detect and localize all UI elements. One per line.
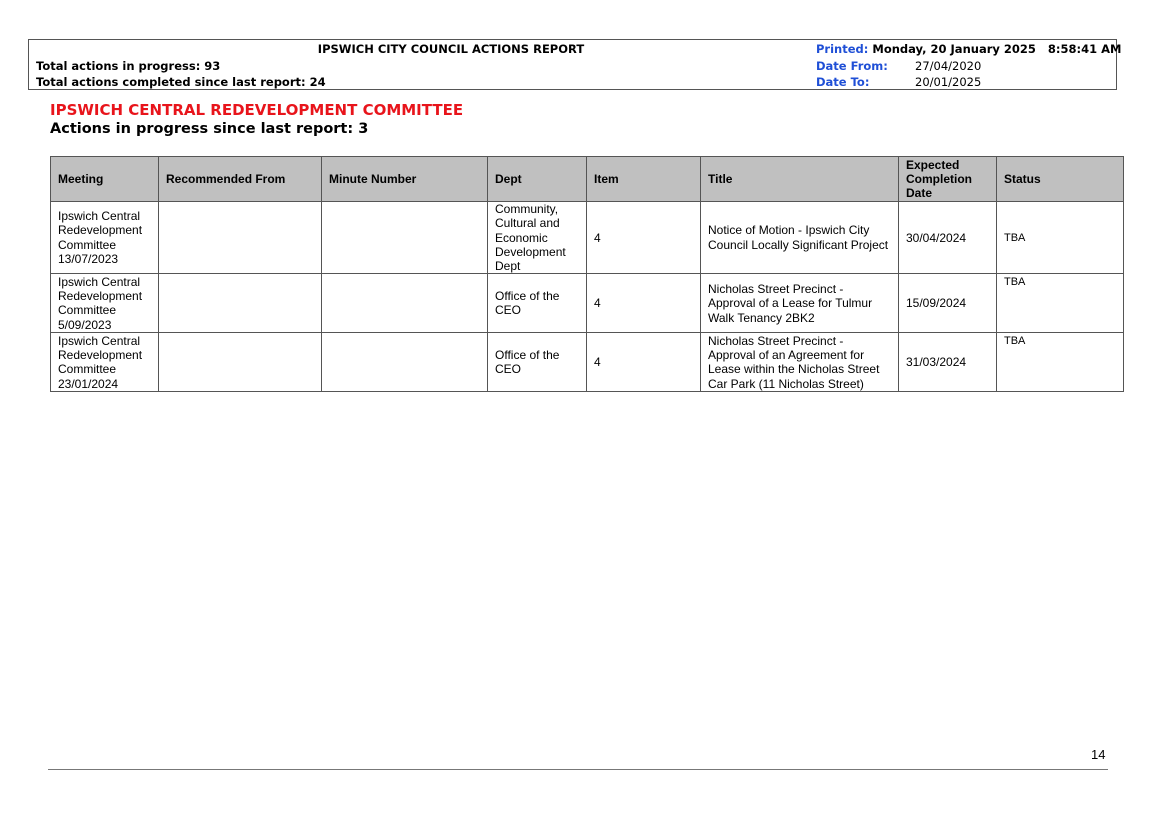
date-to-value: 20/01/2025 — [915, 75, 982, 89]
report-title: IPSWICH CITY COUNCIL ACTIONS REPORT — [317, 42, 585, 56]
page-number: 14 — [1091, 747, 1106, 762]
cell-minute-number — [322, 274, 488, 333]
cell-expected-completion: 31/03/2024 — [899, 333, 997, 392]
cell-meeting: Ipswich Central Redevelopment Committee 5/09/2023 — [51, 274, 159, 333]
col-dept: Dept — [488, 157, 587, 202]
col-item: Item — [587, 157, 701, 202]
committee-summary: Actions in progress since last report: 3 — [50, 121, 369, 137]
total-in-progress: Total actions in progress: 93 — [36, 59, 221, 73]
col-recommended-from: Recommended From — [159, 157, 322, 202]
cell-meeting: Ipswich Central Redevelopment Committee 23/01/2024 — [51, 333, 159, 392]
cell-expected-completion: 15/09/2024 — [899, 274, 997, 333]
footer-divider — [48, 769, 1108, 770]
cell-meeting: Ipswich Central Redevelopment Committee 13/07/2023 — [51, 202, 159, 274]
cell-title: Nicholas Street Precinct - Approval of an Agreement for Lease within the Nicholas Street Car Park (11 Nicholas Street) — [701, 333, 899, 392]
committee-name: IPSWICH CENTRAL REDEVELOPMENT COMMITTEE — [50, 101, 464, 119]
total-completed: Total actions completed since last report: 24 — [36, 75, 326, 89]
cell-recommended-from — [159, 274, 322, 333]
table-row — [51, 333, 1124, 392]
printed-value: Monday, 20 January 2025 8:58:41 AM — [872, 42, 1122, 56]
cell-minute-number — [322, 202, 488, 274]
cell-dept: Office of the CEO — [488, 333, 587, 392]
cell-minute-number — [322, 333, 488, 392]
date-from-value: 27/04/2020 — [915, 59, 982, 73]
table-row — [51, 202, 1124, 274]
cell-expected-completion: 30/04/2024 — [899, 202, 997, 274]
cell-recommended-from — [159, 333, 322, 392]
cell-title: Nicholas Street Precinct - Approval of a Lease for Tulmur Walk Tenancy 2BK2 — [701, 274, 899, 333]
date-to-label: Date To: — [816, 75, 870, 89]
col-status: Status — [997, 157, 1124, 202]
table-row — [51, 274, 1124, 333]
col-expected-completion: Expected Completion Date — [899, 157, 997, 202]
actions-table — [50, 156, 1124, 392]
date-from-label: Date From: — [816, 59, 888, 73]
cell-status: TBA — [997, 202, 1124, 274]
cell-item: 4 — [587, 202, 701, 274]
report-header — [28, 39, 1122, 90]
cell-dept: Community, Cultural and Economic Development Dept — [488, 202, 587, 274]
col-title: Title — [701, 157, 899, 202]
cell-item: 4 — [587, 274, 701, 333]
table-header-row — [51, 157, 1124, 202]
cell-dept: Office of the CEO — [488, 274, 587, 333]
cell-item: 4 — [587, 333, 701, 392]
printed-label: Printed: — [816, 42, 869, 56]
printed-info — [816, 42, 1121, 56]
cell-status: TBA — [997, 333, 1124, 392]
col-minute-number: Minute Number — [322, 157, 488, 202]
col-meeting: Meeting — [51, 157, 159, 202]
cell-recommended-from — [159, 202, 322, 274]
cell-title: Notice of Motion - Ipswich City Council Locally Significant Project — [701, 202, 899, 274]
cell-status: TBA — [997, 274, 1124, 333]
